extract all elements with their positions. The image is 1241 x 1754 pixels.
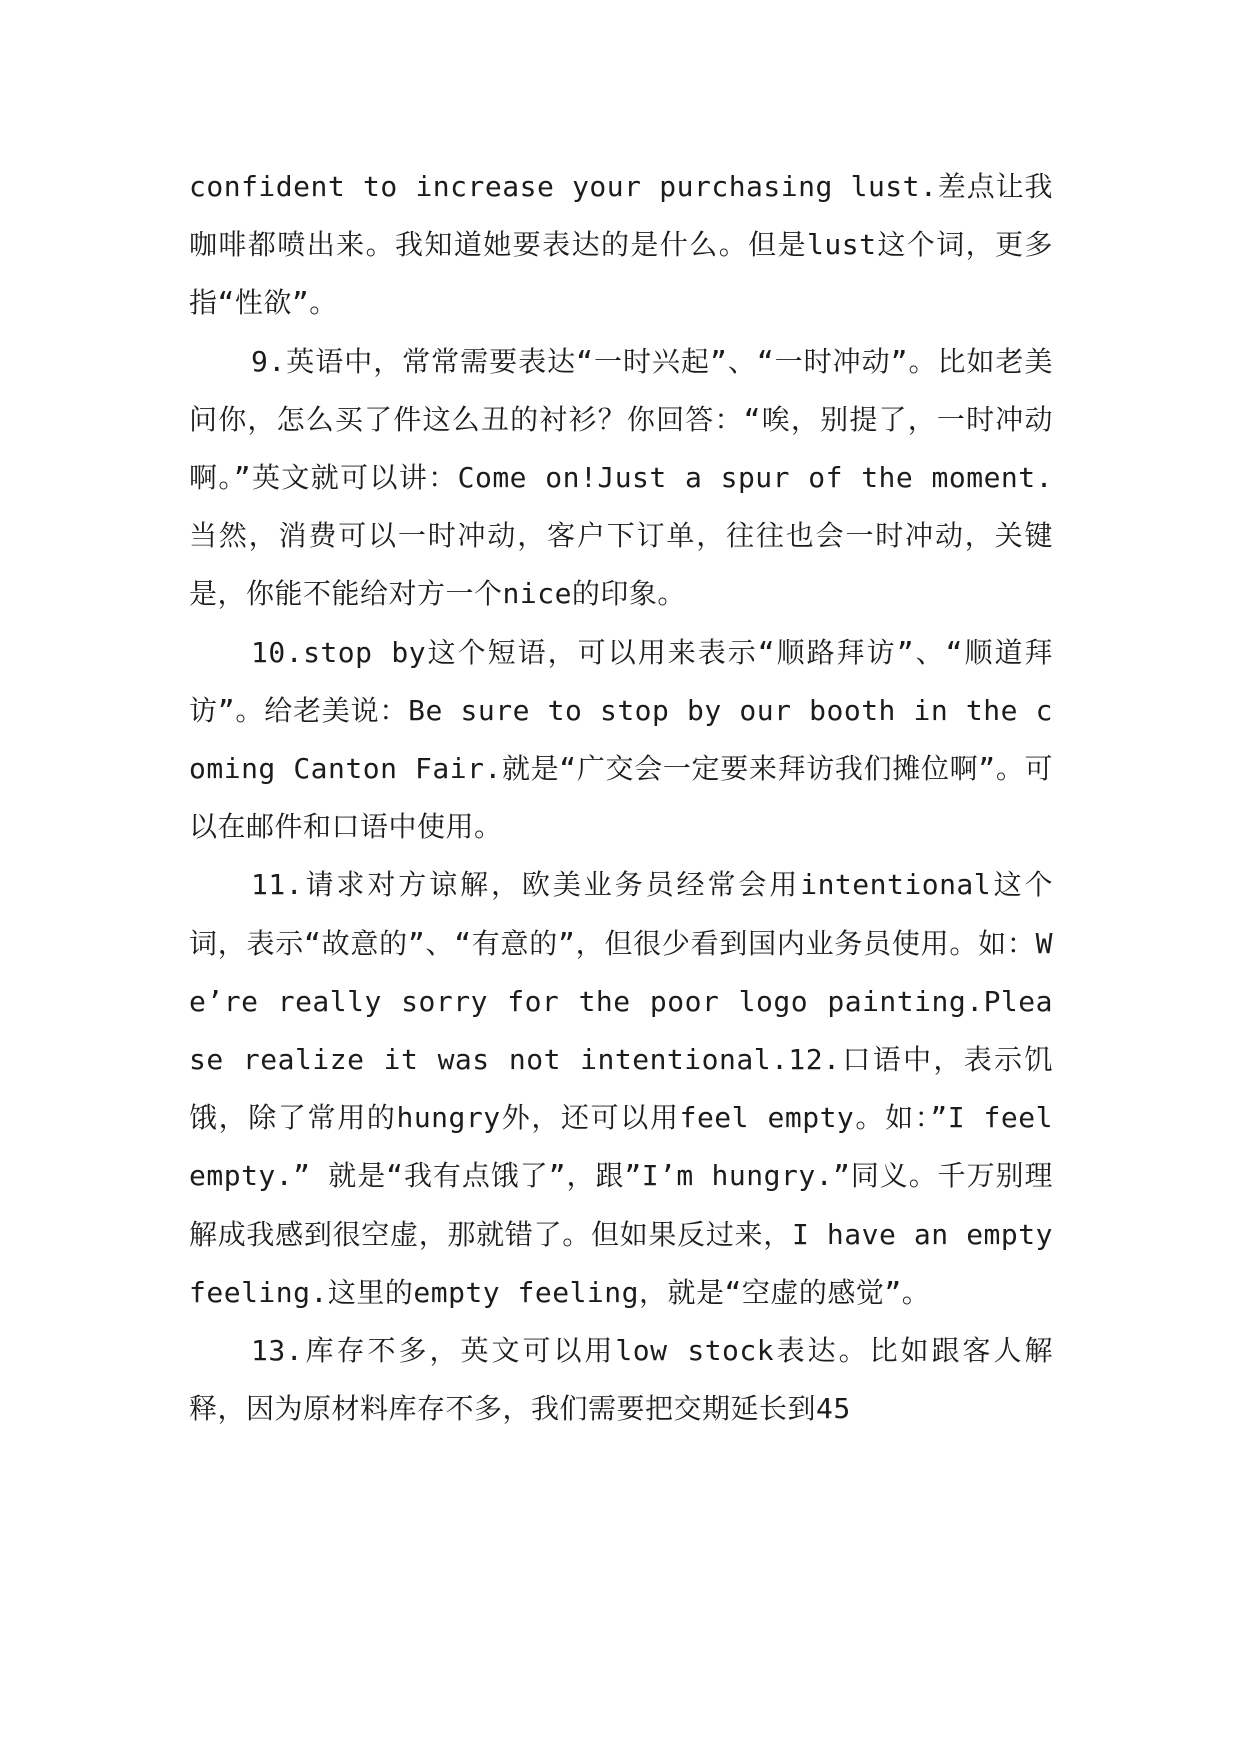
document-body — [189, 158, 1053, 1438]
paragraph-item-9: 9.英语中，常常需要表达“一时兴起”、“一时冲动”。比如老美问你，怎么买了件这么丑的衬衫？你回答：“唉，别提了，一时冲动啊。”英文就可以讲：Come on!Just a spur of the moment.当然，消费可以一时冲动，客户下订单，往往也会一时冲动，关键是，你能不能给对方一个nice的印象。 — [189, 344, 1053, 611]
paragraph-item-10: 10.stop by这个短语，可以用来表示“顺路拜访”、“顺道拜访”。给老美说：Be sure to stop by our booth in the coming Canton Fair.就是“广交会一定要来拜访我们摊位啊”。可以在邮件和口语中使用。 — [189, 635, 1053, 844]
paragraph-continuation: confident to increase your purchasing lust.差点让我咖啡都喷出来。我知道她要表达的是什么。但是lust这个词，更多指“性欲”。 — [189, 170, 1053, 320]
paragraph-item-13: 13.库存不多，英文可以用low stock表达。比如跟客人解释，因为原材料库存不多，我们需要把交期延长到45 — [189, 1334, 1053, 1426]
paragraph-item-11-12: 11.请求对方谅解，欧美业务员经常会用intentional这个词，表示“故意的”、“有意的”，但很少看到国内业务员使用。如：We’re really sorry for the poor logo painting.Please realize it was not intentional.12.口语中，表示饥饿，除了常用的hungry外，还可以用feel empty。如：”I feel empty.” 就是“我有点饿了”，跟”I’m hungry.”同义。千万别理解成我感到很空虚，那就错了。但如果反过来，I have an empty feeling.这里的empty feeling，就是“空虚的感觉”。 — [189, 868, 1053, 1309]
